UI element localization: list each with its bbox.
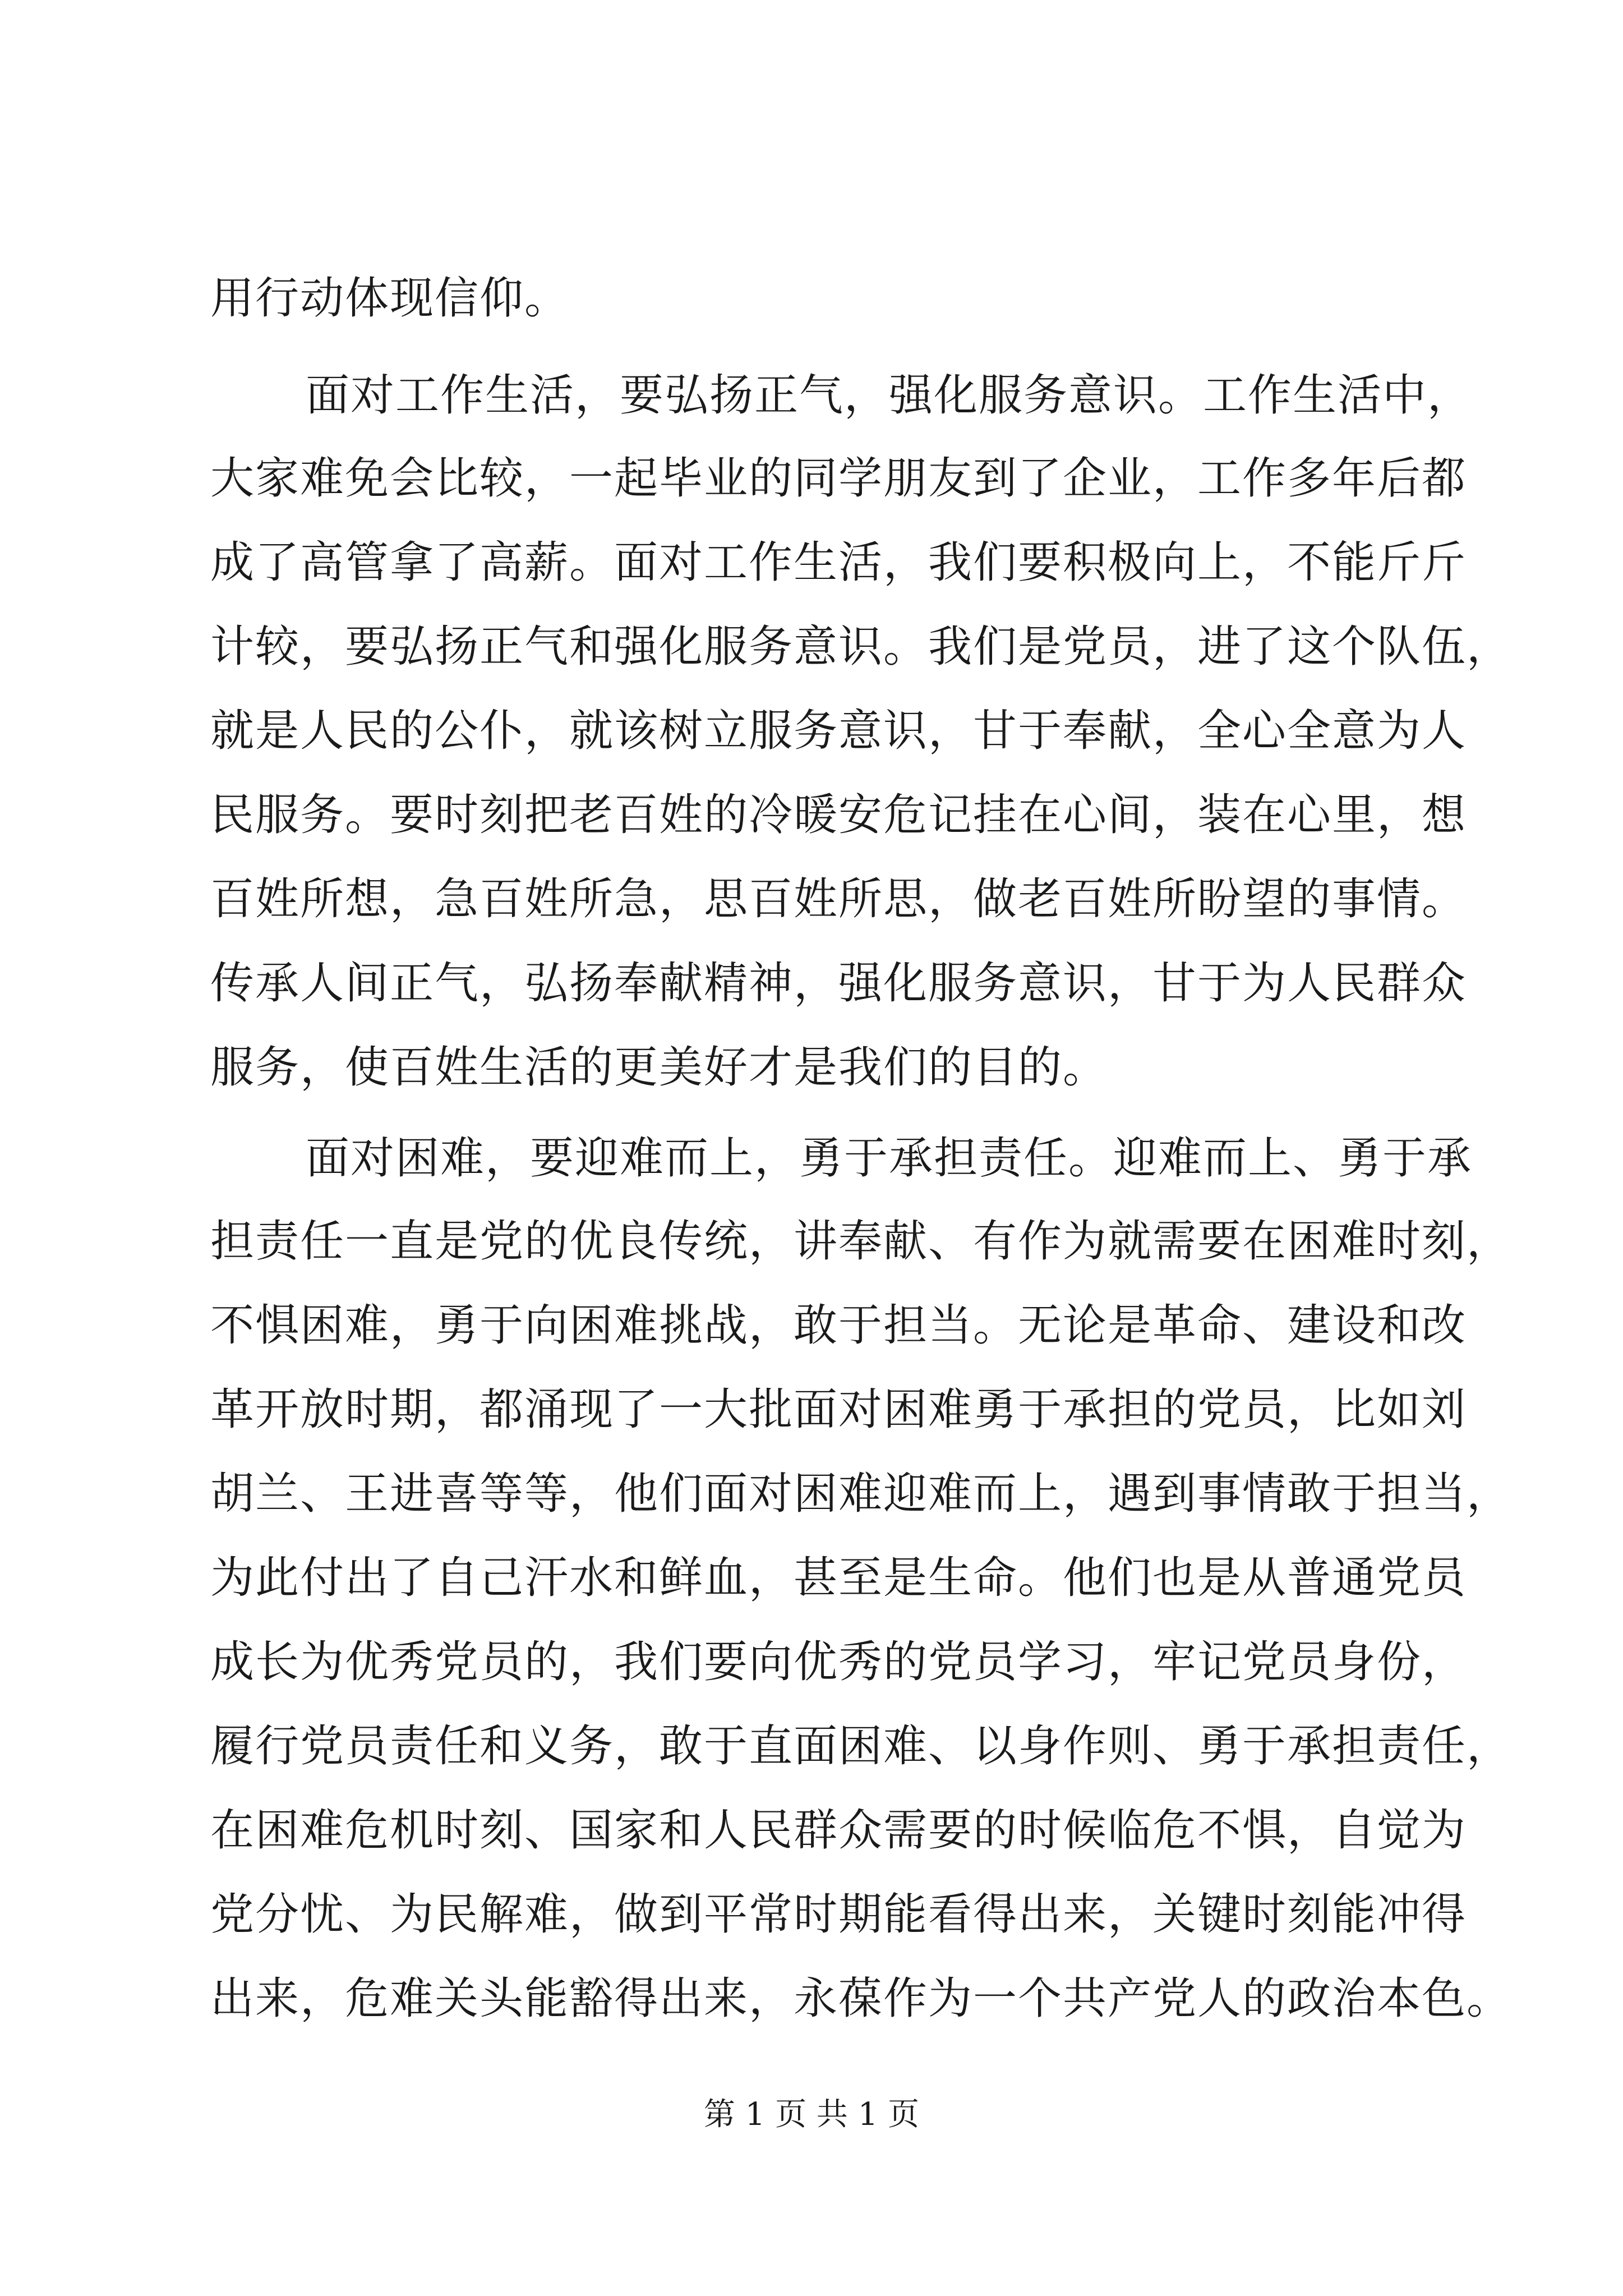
text-line: 就是人民的公仆，就该树立服务意识，甘于奉献，全心全意为人 [210,706,1467,756]
text-line: 党分忧、为民解难，做到平常时期能看得出来，关键时刻能冲得 [210,1889,1467,1940]
text-line: 担责任一直是党的优良传统，讲奉献、有作为就需要在困难时刻， [210,1216,1512,1267]
text-line: 百姓所想，急百姓所急，思百姓所思，做老百姓所盼望的事情。 [210,874,1467,924]
paragraph-first-line: 面对工作生活，要弘扬正气，强化服务意识。工作生活中， [306,370,1473,421]
text-line: 履行党员责任和义务，敢于直面困难、以身作则、勇于承担责任， [210,1721,1512,1772]
text-line: 出来，危难关头能豁得出来，永葆作为一个共产党人的政治本色。 [210,1973,1512,2024]
text-line: 用行动体现信仰。 [210,273,570,324]
text-line: 胡兰、王进喜等等，他们面对困难迎难而上，遇到事情敢于担当， [210,1469,1512,1519]
text-line: 服务，使百姓生活的更美好才是我们的目的。 [210,1042,1108,1093]
text-line: 成了高管拿了高薪。面对工作生活，我们要积极向上，不能斤斤 [210,537,1467,588]
text-line: 成长为优秀党员的，我们要向优秀的党员学习，牢记党员身份， [210,1637,1467,1687]
text-line: 革开放时期，都涌现了一大批面对困难勇于承担的党员，比如刘 [210,1384,1467,1435]
text-line: 在困难危机时刻、国家和人民群众需要的时候临危不惧，自觉为 [210,1805,1467,1856]
text-line: 计较，要弘扬正气和强化服务意识。我们是党员，进了这个队伍， [210,622,1512,672]
page-footer: 第 1 页 共 1 页 [703,2096,920,2133]
text-line: 不惧困难，勇于向困难挑战，敢于担当。无论是革命、建设和改 [210,1300,1467,1351]
text-line: 为此付出了自己汗水和鲜血，甚至是生命。他们也是从普通党员 [210,1553,1467,1603]
text-line: 传承人间正气，弘扬奉献精神，强化服务意识，甘于为人民群众 [210,958,1467,1009]
paragraph-first-line: 面对困难，要迎难而上，勇于承担责任。迎难而上、勇于承 [306,1133,1473,1184]
text-line: 民服务。要时刻把老百姓的冷暖安危记挂在心间，装在心里，想 [210,790,1467,840]
text-line: 大家难免会比较，一起毕业的同学朋友到了企业，工作多年后都 [210,453,1467,504]
